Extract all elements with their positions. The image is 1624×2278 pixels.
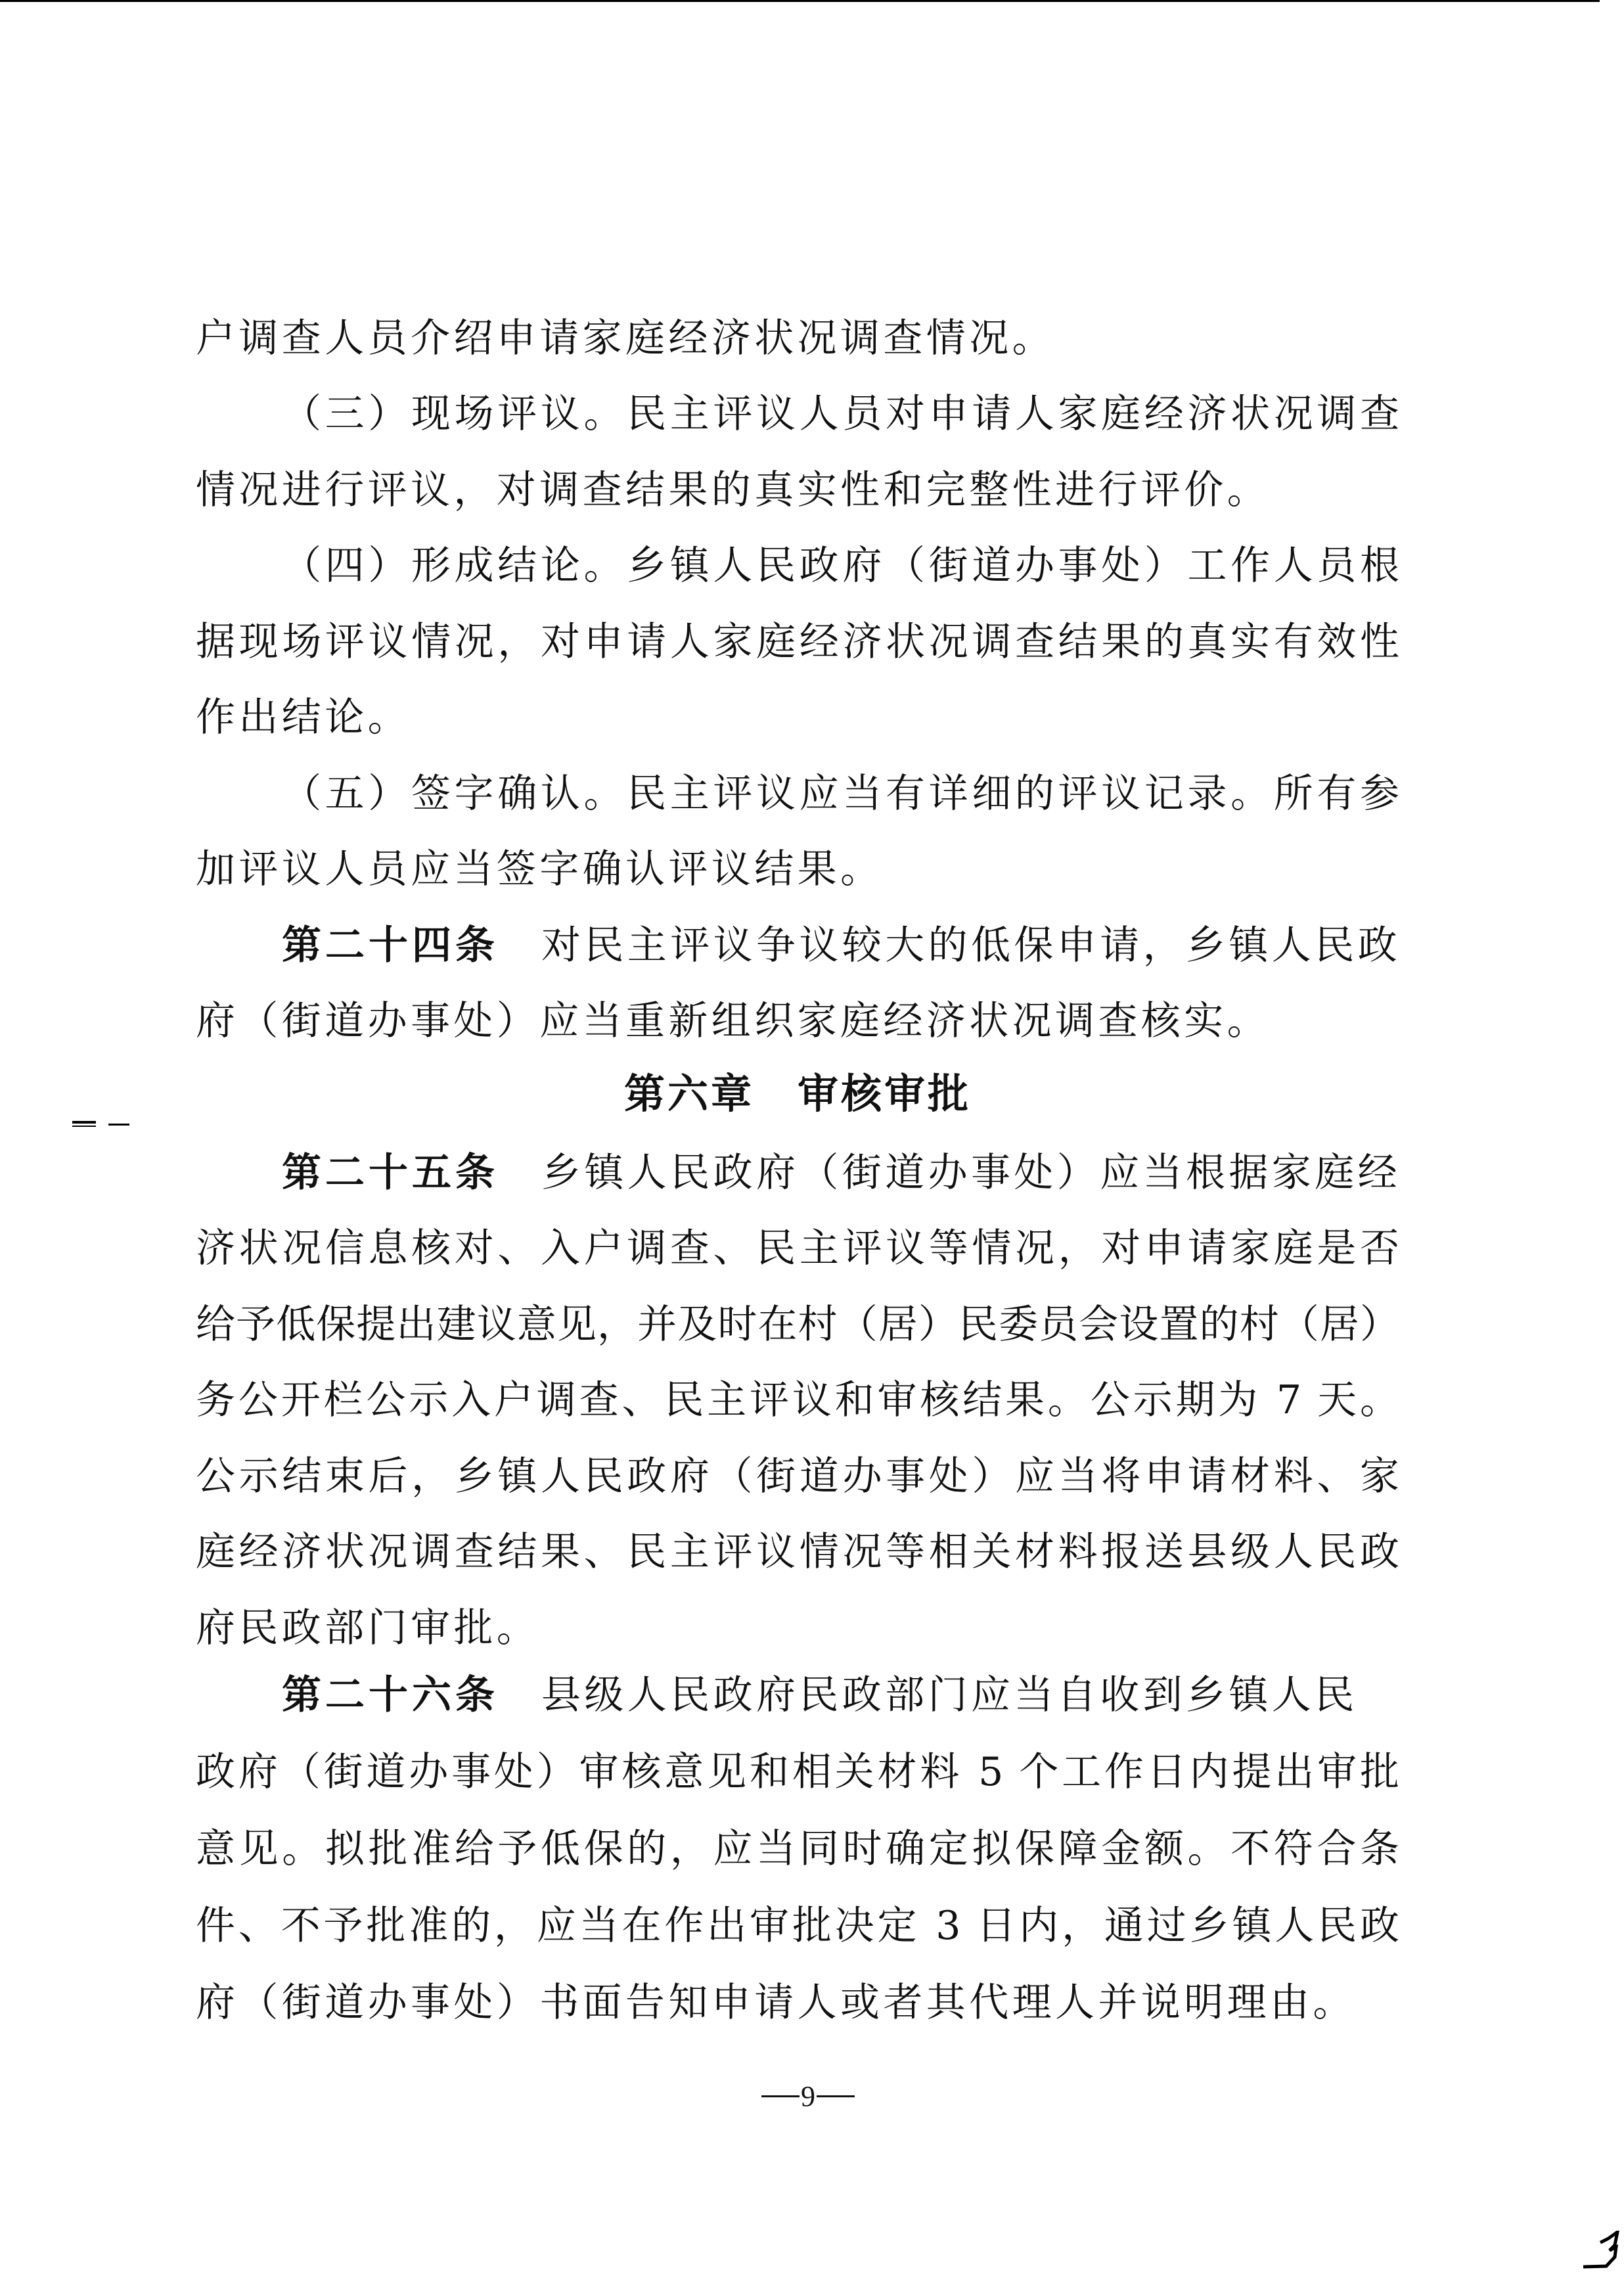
text-line: 意见。拟批准给予低保的，应当同时确定拟保障金额。不符合条 bbox=[196, 1826, 1399, 1872]
text-line: 府民政部门审批。 bbox=[196, 1605, 540, 1651]
chapter-heading: 第六章 审核审批 bbox=[623, 1070, 971, 1118]
mark-stroke bbox=[108, 1124, 129, 1126]
article-label: 第二十四条 bbox=[282, 923, 499, 968]
text-line: 给予低保提出建议意见，并及时在村（居）民委员会设置的村（居） bbox=[196, 1302, 1399, 1348]
article-label: 第二十五条 bbox=[282, 1150, 499, 1196]
page-number bbox=[759, 2076, 857, 2116]
text-line: 府（街道办事处）书面告知申请人或者其代理人并说明理由。 bbox=[196, 1980, 1356, 2026]
page-dash-left bbox=[761, 2095, 800, 2097]
text-line: 户调查人员介绍申请家庭经济状况调查情况。 bbox=[196, 315, 1055, 361]
text-line: 济状况信息核对、入户调查、民主评议等情况，对申请家庭是否 bbox=[196, 1225, 1399, 1271]
article-label: 第二十六条 bbox=[282, 1672, 499, 1718]
article-25 bbox=[196, 1150, 1399, 1196]
article-text: 乡镇人民政府（街道办事处）应当根据家庭经 bbox=[541, 1150, 1401, 1196]
text-line: （五）签字确认。民主评议应当有详细的评议记录。所有参 bbox=[282, 771, 1399, 817]
text-line: 情况进行评议，对调查结果的真实性和完整性进行评价。 bbox=[196, 467, 1270, 513]
mark-stroke bbox=[72, 1126, 96, 1127]
text-line: 加评议人员应当签字确认评议结果。 bbox=[196, 846, 884, 892]
article-24 bbox=[196, 923, 1399, 968]
mark-stroke bbox=[72, 1121, 96, 1124]
text-line: 作出结论。 bbox=[196, 695, 411, 740]
text-line: 政府（街道办事处）审核意见和相关材料 5 个工作日内提出审批 bbox=[196, 1749, 1399, 1795]
text-line: （三）现场评议。民主评议人员对申请人家庭经济状况调查 bbox=[282, 391, 1399, 437]
scan-margin-mark bbox=[72, 1121, 131, 1128]
text-line: 庭经济状况调查结果、民主评议情况等相关材料报送县级人民政 bbox=[196, 1529, 1399, 1575]
text-line: （四）形成结论。乡镇人民政府（街道办事处）工作人员根 bbox=[282, 543, 1399, 589]
article-text: 县级人民政府民政部门应当自收到乡镇人民 bbox=[541, 1672, 1358, 1718]
article-26 bbox=[196, 1672, 1399, 1718]
scan-top-border bbox=[0, 0, 1600, 2]
text-line: 府（街道办事处）应当重新组织家庭经济状况调查核实。 bbox=[196, 998, 1270, 1044]
page-dash-right bbox=[817, 2095, 855, 2097]
text-line: 公示结束后，乡镇人民政府（街道办事处）应当将申请材料、家 bbox=[196, 1453, 1399, 1499]
article-text: 对民主评议争议较大的低保申请，乡镇人民政 bbox=[541, 923, 1401, 968]
text-line: 件、不予批准的，应当在作出审批决定 3 日内，通过乡镇人民政 bbox=[196, 1903, 1399, 1949]
text-line: 据现场评议情况，对申请人家庭经济状况调查结果的真实有效性 bbox=[196, 619, 1399, 665]
page-number-value: 9 bbox=[801, 2080, 815, 2112]
text-line: 务公开栏公示入户调查、民主评议和审核结果。公示期为 7 天。 bbox=[196, 1377, 1399, 1423]
scan-corner-mark bbox=[1577, 2231, 1619, 2270]
